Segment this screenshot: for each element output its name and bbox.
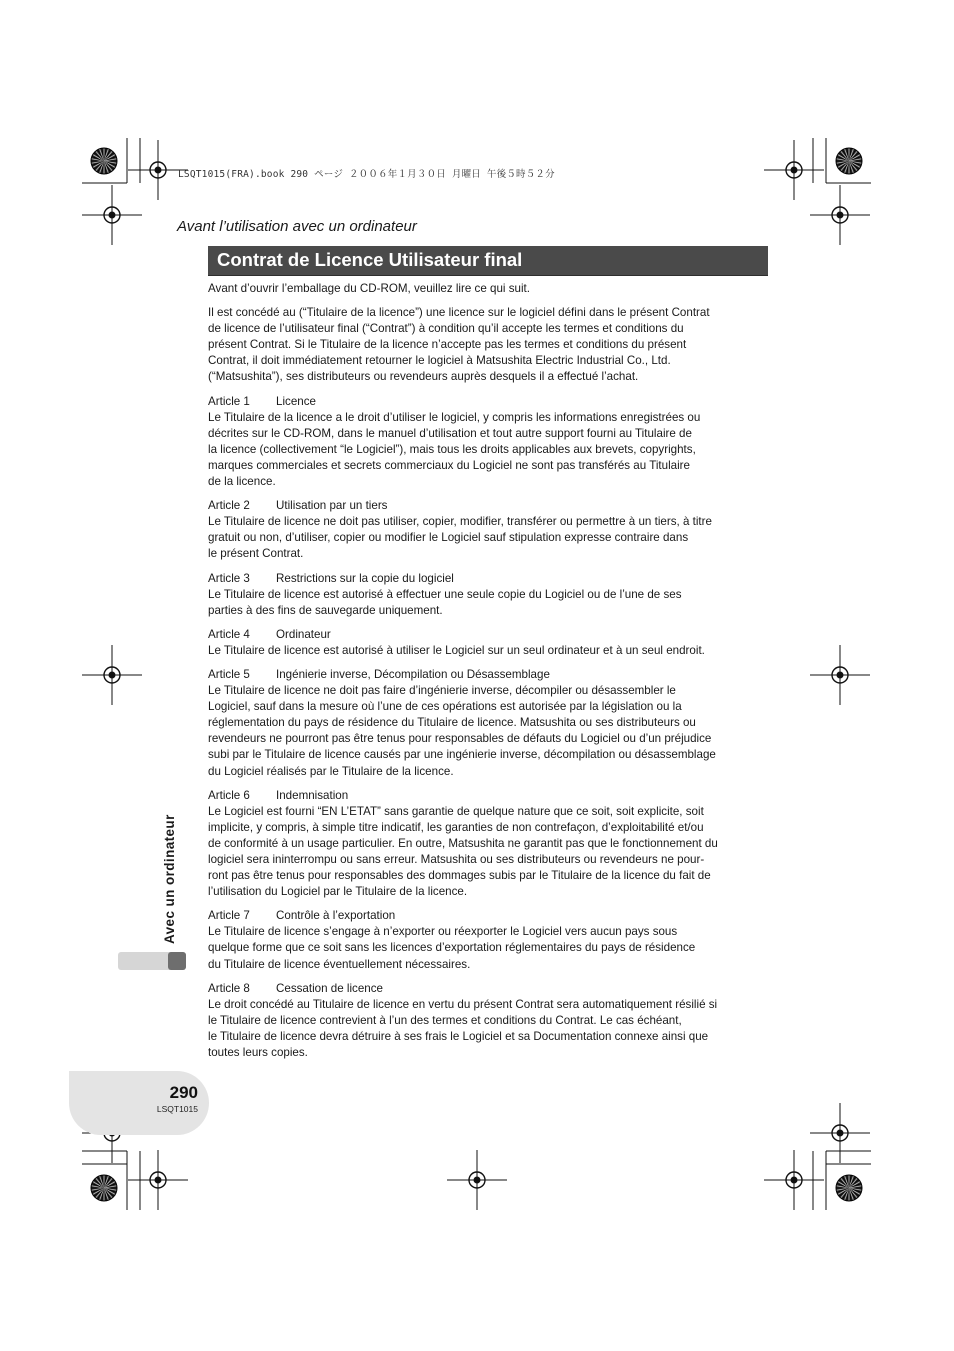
article-line: logiciel sera ininterrompu ou sans erreur. Matsushita ou ses distributeurs ou revendeurs ne pour- — [208, 853, 705, 866]
article-line: Le droit concédé au Titulaire de licence en vertu du présent Contrat sera automatiquement résilié si — [208, 997, 718, 1011]
registration-crosshair-icon — [82, 185, 142, 245]
document-title: Contrat de Licence Utilisateur final — [217, 249, 523, 270]
article-line: le présent Contrat. — [208, 547, 304, 561]
registration-starburst-icon — [836, 1175, 862, 1201]
article-heading — [208, 498, 770, 514]
article-line: Le Titulaire de licence ne doit pas utiliser, copier, modifier, transférer ou permettre à un tiers, à titre — [208, 515, 712, 529]
article-number: Article 4 — [208, 627, 250, 641]
page-number-background — [69, 1071, 209, 1135]
article-title: Restrictions sur la copie du logiciel — [276, 571, 454, 585]
license-text — [208, 281, 770, 1069]
preamble-paragraph — [208, 305, 770, 385]
side-tab-marker-dark — [168, 952, 186, 970]
registration-crosshair-icon — [810, 1103, 870, 1163]
article-line: parties à des fins de sauvegarde uniquement. — [208, 603, 443, 617]
article-title: Indemnisation — [276, 788, 349, 802]
registration-crosshair-icon — [810, 645, 870, 705]
article — [208, 627, 770, 659]
articles-list — [208, 394, 770, 1062]
article-line: marques commerciales et secrets commerciaux du Logiciel ne sont pas transférés au Titulaire — [208, 458, 690, 472]
article-line: Le Titulaire de licence s’engage à n’exporter ou réexporter le Logiciel vers aucun pays sous — [208, 925, 678, 939]
article-title: Ingénierie inverse, Décompilation ou Désassemblage — [276, 667, 550, 681]
article-title: Licence — [276, 394, 316, 408]
title-bar — [208, 246, 768, 276]
article-number: Article 2 — [208, 499, 250, 513]
article — [208, 571, 770, 619]
article-line: décrites sur le CD-ROM, dans le manuel d’utilisation et tout autre support fourni au Titulaire de — [208, 426, 692, 440]
article — [208, 394, 770, 491]
article-title: Cessation de licence — [276, 981, 383, 995]
registration-crosshair-icon — [82, 645, 142, 705]
article — [208, 908, 770, 972]
article-number: Article 5 — [208, 667, 250, 681]
preamble-line: (“Matsushita”), ses distributeurs ou revendeurs auprès desquels il a effectué l’achat. — [208, 370, 639, 384]
registration-starburst-icon — [836, 148, 862, 174]
article-line: Le Titulaire de la licence a le droit d’utiliser le logiciel, y compris les informations enregistrées ou — [208, 410, 701, 424]
article-heading — [208, 908, 770, 924]
preamble-line: Contrat, il doit immédiatement retourner le logiciel à Matsushita Electric Industrial Co., Ltd. — [208, 354, 671, 368]
intro-paragraph — [208, 281, 770, 297]
article-number: Article 8 — [208, 981, 250, 995]
registration-crosshair-icon — [810, 185, 870, 245]
article-line: revendeurs ne pourront pas être tenus pour responsables de défauts du Logiciel ou d’un préjudice — [208, 732, 712, 746]
preamble-line: présent Contrat. Si le Titulaire de la licence n’accepte pas les termes et conditions du présent — [208, 338, 687, 352]
article-line: de la licence. — [208, 475, 276, 489]
article — [208, 981, 770, 1061]
registration-crosshair-icon — [447, 1150, 507, 1210]
article-heading — [208, 627, 770, 643]
article-line: réglementation du pays de résidence du Titulaire de licence. Matsushita ou ses distributeurs ou — [208, 716, 696, 730]
article-line: implicite, y compris, à simple titre indicatif, les garanties de non contrefaçon, d’exploitabilité et/ou — [208, 820, 704, 834]
article-line: du Logiciel réalisés par le Titulaire de la licence. — [208, 764, 454, 778]
registration-crosshair-icon — [764, 1150, 824, 1210]
article-line: le Titulaire de licence contrevient à l’un des termes et conditions du Contrat. Le cas échéant, — [208, 1013, 682, 1027]
print-header: LSQT1015(FRA).book 290 ページ ２００６年１月３０日 月曜日 午後５時５２分 — [178, 169, 555, 180]
article-number: Article 3 — [208, 571, 250, 585]
article-number: Article 1 — [208, 394, 250, 408]
article-line: gratuit ou non, d’utiliser, copier ou modifier le Logiciel sauf stipulation expresse contraire dans — [208, 531, 689, 545]
side-section-label: Avec un ordinateur — [162, 814, 177, 944]
article-line: quelque forme que ce soit sans les licences d’exportation réglementaires du pays de résidence — [208, 941, 696, 955]
article-heading — [208, 571, 770, 587]
side-tab-marker — [118, 952, 186, 970]
article-line: du Titulaire de licence éventuellement nécessaires. — [208, 957, 471, 971]
article-heading — [208, 667, 770, 683]
article — [208, 667, 770, 780]
article-line: de conformité à un usage particulier. En outre, Matsushita ne garantit pas que le fonctionnement du — [208, 836, 718, 850]
article-line: subi par le Titulaire de licence causés par une ingénierie inverse, décompilation ou désassemblage — [208, 748, 716, 762]
article-title: Ordinateur — [276, 627, 331, 641]
article-heading — [208, 981, 770, 997]
intro-line: Avant d’ouvrir l’emballage du CD-ROM, veuillez lire ce qui suit. — [208, 282, 530, 295]
article-number: Article 6 — [208, 788, 250, 802]
registration-starburst-icon — [91, 148, 117, 174]
article-line: Logiciel, sauf dans la mesure où l’une de ces opérations est autorisée par la législation ou la — [208, 700, 682, 714]
article-line: Le Titulaire de licence est autorisé à utiliser le Logiciel sur un seul ordinateur et à un seul endroit. — [208, 643, 705, 657]
article-heading — [208, 394, 770, 410]
page-code: LSQT1015 — [156, 1104, 198, 1114]
article-heading — [208, 788, 770, 804]
registration-crosshair-icon — [764, 140, 824, 200]
article-line: Le Titulaire de licence ne doit pas faire d’ingénierie inverse, décompiler ou désassembler le — [208, 684, 676, 698]
article-line: l’utilisation du Logiciel par le Titulaire de la licence. — [208, 885, 468, 899]
registration-crosshair-icon — [128, 1150, 188, 1210]
article-title: Utilisation par un tiers — [276, 499, 388, 513]
article-line: le Titulaire de licence devra détruire à ses frais le Logiciel et sa Documentation connexe ainsi que — [208, 1029, 709, 1043]
preamble-line: Il est concédé au (“Titulaire de la licence”) une licence sur le logiciel défini dans le présent Contrat — [208, 306, 710, 320]
registration-starburst-icon — [91, 1175, 117, 1201]
article-line: Le Logiciel est fourni “EN L’ETAT” sans garantie de quelque nature que ce soit, soit explicite, soit — [208, 804, 704, 818]
section-title: Avant l’utilisation avec un ordinateur — [177, 218, 417, 235]
article-line: la licence (collectivement “le Logiciel”), mais tous les droits applicables aux brevets, copyrights, — [208, 442, 696, 456]
article-number: Article 7 — [208, 909, 250, 923]
preamble-line: de licence de l’utilisateur final (“Contrat”) à condition qu’il accepte les termes et conditions du — [208, 322, 684, 336]
article — [208, 788, 770, 901]
article-title: Contrôle à l’exportation — [276, 909, 396, 923]
article-line: ront pas être tenus pour responsables des dommages subis par le Titulaire de la licence du fait de — [208, 869, 711, 883]
page-number: 290 — [169, 1083, 198, 1102]
article — [208, 498, 770, 562]
article-line: Le Titulaire de licence est autorisé à effectuer une seule copie du Logiciel ou de l’une de ses — [208, 587, 682, 601]
article-line: toutes leurs copies. — [208, 1046, 308, 1060]
